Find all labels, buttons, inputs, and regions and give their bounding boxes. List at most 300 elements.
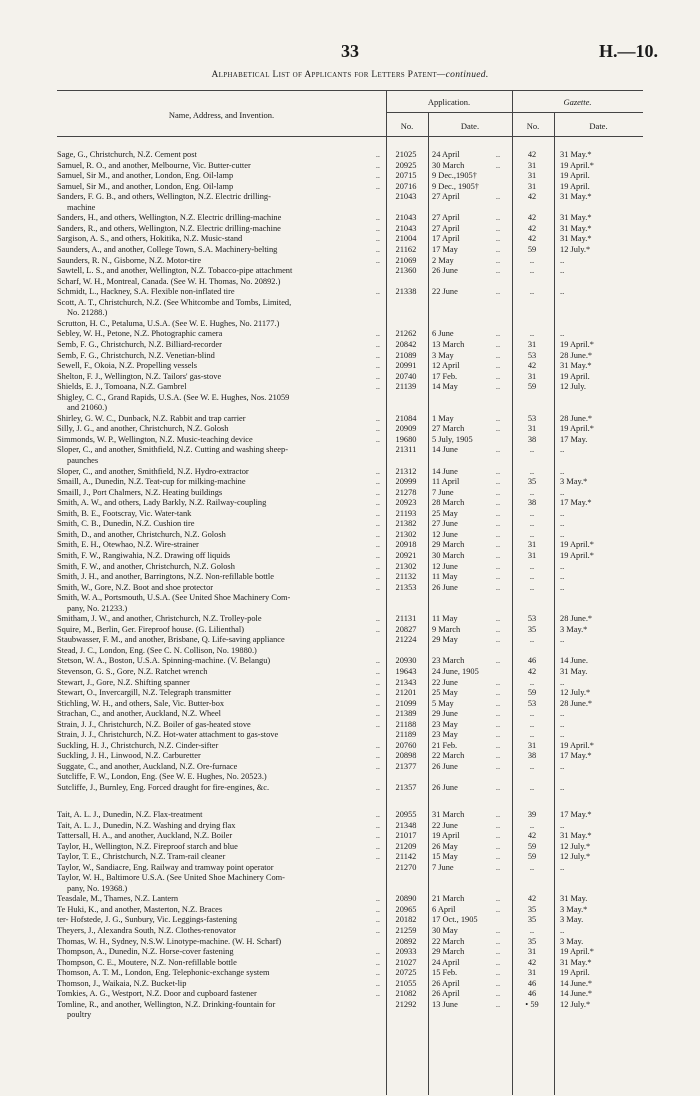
application-date: 17 Oct., 1905 [432, 915, 478, 925]
application-number: 21357 [395, 783, 417, 792]
gazette-no-header: No. [526, 121, 540, 131]
leader-dots: .. [495, 382, 501, 392]
applicant-entry: Stewart, J., Gore, N.Z. Shifting spanner [57, 677, 190, 687]
gazette-number: .. [529, 820, 535, 830]
leader-dots: .. [375, 540, 380, 550]
gazette-date: 31 May.* [560, 213, 592, 223]
leader-dots: .. [375, 150, 380, 159]
application-number: 21292 [395, 999, 417, 1009]
leader-dots: .. [375, 947, 380, 957]
application-date: 24 April [432, 957, 460, 967]
gazette-number: 39 [527, 809, 537, 819]
gazette-number: .. [529, 287, 535, 297]
applicant-entry: Scrutton, H. C., Petaluma, U.S.A. (See W. E. Hughes, No. 21177.) [57, 318, 280, 328]
applicant-entry: Tattersall, H. A., and another, Auckland, N.Z. Boiler [57, 831, 233, 840]
leader-dots: .. [495, 635, 501, 645]
applicant-entry: Stewart, O., Invercargill, N.Z. Telegraph transmitter [57, 688, 232, 698]
list-row [0, 646, 700, 656]
applicant-entry: Strachan, C., and another, Auckland, N.Z. Wheel [57, 709, 221, 719]
list-title [0, 70, 700, 80]
application-number: 19643 [395, 667, 417, 676]
gazette-date: 19 April.* [560, 424, 594, 434]
gazette-date: .. [560, 820, 565, 830]
list-row [0, 203, 700, 213]
leader-dots: .. [375, 904, 380, 914]
gazette-date: 31 May.* [560, 223, 592, 233]
leader-dots: .. [495, 255, 501, 265]
application-date: 26 April [432, 978, 460, 988]
applicant-entry: machine [67, 202, 96, 212]
gazette-number: 31 [527, 424, 537, 434]
application-number: 20827 [395, 624, 417, 634]
application-date: 26 June [432, 783, 458, 792]
leader-dots: .. [495, 519, 501, 529]
application-date: 22 March [432, 936, 465, 946]
list-row [0, 989, 700, 999]
list-row [0, 266, 700, 276]
application-number: 21132 [395, 572, 417, 581]
applicant-entry: Taylor, W., Sandiacre, Eng. Railway and tramway point operator [57, 862, 274, 872]
application-date: 26 April [432, 989, 460, 999]
leader-dots: .. [375, 498, 380, 508]
list-row [0, 688, 700, 698]
gazette-number: 35 [527, 904, 537, 914]
gazette-date: .. [560, 329, 565, 339]
list-row [0, 424, 700, 434]
gazette-number: .. [529, 677, 535, 687]
leader-dots: .. [495, 614, 501, 624]
gazette-number: 31 [527, 740, 537, 750]
application-date: 2 May [432, 255, 454, 265]
list-row [0, 340, 700, 350]
applicant-entry: Sargison, A. S., and others, Hokitika, N.Z. Music-stand [57, 234, 243, 244]
leader-dots: .. [495, 841, 501, 851]
application-date: 30 March [432, 160, 465, 170]
application-date: 29 May [432, 635, 458, 645]
list-row [0, 831, 700, 841]
leader-dots: .. [495, 761, 501, 771]
applicant-entry: Suckling, H. J., Christchurch, N.Z. Cinder-sifter [57, 740, 219, 750]
gazette-date: 28 June.* [560, 614, 593, 624]
gazette-date: 19 April. [560, 181, 590, 191]
application-number: 21377 [395, 761, 417, 771]
list-row [0, 182, 700, 192]
application-date: 27 April [432, 213, 460, 223]
leader-dots: .. [375, 339, 380, 349]
gazette-date: 31 May. [560, 894, 588, 904]
leader-dots: .. [375, 719, 380, 729]
list-row [0, 751, 700, 761]
application-number: 21004 [395, 234, 417, 244]
list-row [0, 498, 700, 508]
application-date: 12 June [432, 561, 458, 571]
gazette-date: .. [560, 635, 565, 645]
gazette-date: 19 April.* [560, 540, 594, 550]
list-title-continued: —continued. [436, 70, 489, 80]
gazette-number: 38 [527, 751, 537, 761]
applicant-entry: Smith, C. B., Dunedin, N.Z. Cushion tire [57, 519, 195, 529]
list-row [0, 224, 700, 234]
gazette-date: 19 April. [560, 968, 590, 978]
leader-dots: .. [495, 730, 501, 740]
application-number: 21043 [395, 192, 417, 202]
gazette-date: 31 May. [560, 667, 588, 676]
leader-dots: .. [495, 223, 501, 233]
application-no-header: No. [400, 121, 414, 131]
gazette-date: 31 May.* [560, 831, 592, 840]
leader-dots: .. [375, 382, 380, 392]
applicant-entry: Simmonds, W. P., Wellington, N.Z. Music-teaching device [57, 434, 253, 444]
list-row [0, 477, 700, 487]
leader-dots: .. [375, 529, 380, 539]
application-date: 21 March [432, 894, 465, 904]
leader-dots: .. [495, 160, 501, 170]
gazette-date: 31 May.* [560, 192, 592, 202]
leader-dots: .. [495, 424, 501, 434]
application-date: 11 April [432, 477, 460, 487]
applicant-entry: Sage, G., Christchurch, N.Z. Cement post [57, 150, 197, 159]
gazette-number: 53 [527, 698, 537, 708]
list-row [0, 435, 700, 445]
leader-dots: .. [375, 213, 380, 223]
list-row [0, 863, 700, 873]
application-number: 21017 [395, 831, 417, 840]
applicant-entry: Smith, E. H., Otewhao, N.Z. Wire-strainer [57, 540, 199, 550]
application-date: 26 May [432, 841, 458, 851]
list-row [0, 762, 700, 772]
gazette-number: .. [529, 487, 535, 497]
gazette-number: 31 [527, 540, 537, 550]
leader-dots: .. [495, 244, 501, 254]
list-row [0, 873, 700, 883]
applicant-entry: Shields, E. J., Tomoana, N.Z. Gambrel [57, 382, 187, 392]
gazette-date: 19 April. [560, 171, 590, 181]
leader-dots: .. [375, 751, 380, 761]
gazette-date: .. [560, 783, 565, 792]
list-row [0, 171, 700, 181]
leader-dots: .. [375, 783, 380, 792]
applicant-entry: Strain, J. J., Christchurch, N.Z. Hot-water attachment to gas-stove [57, 730, 279, 740]
application-date: 6 April [432, 904, 456, 914]
application-date: 30 May [432, 926, 458, 935]
application-date: 24 April [432, 150, 460, 159]
application-number: 21082 [395, 989, 417, 999]
leader-dots: .. [375, 424, 380, 434]
application-date: 24 June, 1905 [432, 667, 479, 676]
application-header: Application. [427, 97, 471, 107]
leader-dots: .. [375, 287, 380, 297]
application-date: 28 March [432, 498, 465, 508]
application-date: 21 Feb. [432, 740, 458, 750]
applicant-entry: Semb, F. G., Christchurch, N.Z. Billiard-recorder [57, 339, 222, 349]
leader-dots: .. [375, 852, 380, 862]
list-row [0, 926, 700, 936]
application-date: 22 June [432, 677, 458, 687]
applicant-entry: Semb, F. G., Christchurch, N.Z. Venetian-blind [57, 350, 215, 360]
applicant-entry: Schmidt, L., Hackney, S.A. Flexible non-inflated tire [57, 287, 235, 297]
gazette-date: 12 July.* [560, 244, 591, 254]
gazette-number: 42 [527, 957, 537, 967]
gazette-number: 53 [527, 350, 537, 360]
gazette-number: 42 [527, 223, 537, 233]
application-number: 20918 [395, 540, 417, 550]
list-row [0, 1010, 700, 1020]
leader-dots: .. [375, 667, 380, 676]
applicant-entry: Taylor, H., Wellington, N.Z. Fireproof starch and blue [57, 841, 238, 851]
application-number: 20890 [395, 894, 417, 904]
applicant-entry: Stetson, W. A., Boston, U.S.A. Spinning-machine. (V. Belangu) [57, 656, 271, 666]
leader-dots: .. [495, 529, 501, 539]
list-row [0, 667, 700, 677]
application-date: 15 May [432, 852, 458, 862]
leader-dots: .. [495, 466, 501, 476]
list-row [0, 947, 700, 957]
leader-dots: .. [375, 894, 380, 904]
application-date: 29 March [432, 540, 465, 550]
gazette-date: 19 April.* [560, 550, 594, 560]
application-date: 7 June [432, 862, 454, 872]
application-date: 27 April [432, 223, 460, 233]
gazette-number: 35 [527, 915, 537, 925]
gazette-date: .. [560, 719, 565, 729]
application-date: 11 May [432, 572, 458, 581]
gazette-number: • 59 [525, 999, 539, 1009]
application-number: 20715 [395, 171, 417, 181]
gazette-number: 31 [527, 550, 537, 560]
list-row [0, 298, 700, 308]
applicant-entry: Smaill, A., Dunedin, N.Z. Teat-cup for milking-machine [57, 477, 246, 487]
leader-dots: .. [375, 957, 380, 967]
applicant-entry: Smith, F. W., and another, Christchurch, N.Z. Golosh [57, 561, 235, 571]
application-number: 20965 [395, 904, 417, 914]
header-bottom-rule [57, 136, 643, 137]
list-row [0, 329, 700, 339]
list-row [0, 783, 700, 793]
application-date: 5 July, 1905 [432, 434, 473, 444]
gazette-date: 17 May.* [560, 751, 592, 761]
gazette-date: .. [560, 730, 565, 740]
leader-dots: .. [375, 329, 380, 339]
gazette-date: 17 May.* [560, 498, 592, 508]
application-number: 20892 [395, 936, 417, 946]
gazette-number: 42 [527, 150, 537, 159]
gazette-number: 35 [527, 624, 537, 634]
application-number: 21338 [395, 287, 417, 297]
application-date: 9 Dec.,1905† [432, 171, 477, 181]
applicant-entry: Sutcliffe, F. W., London, Eng. (See W. E. Hughes, No. 20523.) [57, 772, 267, 782]
application-number: 21224 [395, 635, 417, 645]
leader-dots: .. [375, 244, 380, 254]
gazette-number: .. [529, 519, 535, 529]
leader-dots: .. [375, 820, 380, 830]
list-row [0, 821, 700, 831]
leader-dots: .. [375, 761, 380, 771]
list-row [0, 593, 700, 603]
application-date: 23 March [432, 656, 465, 666]
gazette-number: 31 [527, 947, 537, 957]
gazette-number: 59 [527, 382, 537, 392]
application-date: 9 Dec., 1905† [432, 181, 479, 191]
leader-dots: .. [375, 688, 380, 698]
leader-dots: .. [375, 841, 380, 851]
gazette-number: .. [529, 926, 535, 935]
list-row [0, 741, 700, 751]
leader-dots: .. [375, 255, 380, 265]
leader-dots: .. [495, 740, 501, 750]
list-row [0, 509, 700, 519]
gazette-date: 19 April.* [560, 947, 594, 957]
application-number: 20182 [395, 915, 417, 925]
list-row [0, 382, 700, 392]
applicant-entry: Smith, J. H., and another, Barringtons, N.Z. Non-refillable bottle [57, 572, 274, 581]
leader-dots: .. [495, 266, 501, 275]
application-date: 17 April [432, 234, 460, 244]
gazette-number: 35 [527, 477, 537, 487]
document-reference: H.—10. [598, 41, 658, 61]
list-row [0, 852, 700, 862]
leader-dots: .. [375, 572, 380, 581]
gazette-date: 12 July.* [560, 852, 591, 862]
application-number: 21201 [395, 688, 417, 698]
application-number: 21043 [395, 223, 417, 233]
gazette-number: 59 [527, 688, 537, 698]
list-row [0, 979, 700, 989]
leader-dots: .. [375, 677, 380, 687]
application-date: 26 June [432, 582, 458, 592]
application-date: 25 May [432, 688, 458, 698]
application-number: 21353 [395, 582, 417, 592]
gazette-number: .. [529, 508, 535, 518]
list-row [0, 245, 700, 255]
list-row [0, 1000, 700, 1010]
applicant-entry: Sebley, W. H., Petone, N.Z. Photographic camera [57, 329, 223, 339]
leader-dots: .. [495, 656, 501, 666]
gazette-date: 31 May.* [560, 957, 592, 967]
applicant-entry: Tait, A. L. J., Dunedin, N.Z. Flax-treatment [57, 809, 203, 819]
application-number: 20725 [395, 968, 417, 978]
leader-dots: .. [375, 508, 380, 518]
applicant-entry: Smith, F. W., Rangiwahia, N.Z. Drawing off liquids [57, 550, 231, 560]
leader-dots: .. [495, 947, 501, 957]
leader-dots: .. [495, 852, 501, 862]
gazette-date: 12 July.* [560, 841, 591, 851]
applicant-entry: Stichling, W. H., and others, Sale, Vic. Butter-box [57, 698, 225, 708]
list-row [0, 414, 700, 424]
applicant-entry: Smith, D., and another, Christchurch, N.Z. Golosh [57, 529, 226, 539]
application-date: 3 May [432, 350, 454, 360]
applicant-entry: Theyers, J., Alexandra South, N.Z. Clothes-renovator [57, 926, 236, 935]
applicant-entry: pany, No. 19368.) [67, 883, 128, 893]
list-row [0, 488, 700, 498]
list-row [0, 635, 700, 645]
gazette-number: 38 [527, 434, 537, 444]
leader-dots: .. [495, 936, 501, 946]
header-top-rule [57, 90, 643, 91]
leader-dots: .. [375, 466, 380, 476]
applicant-entry: Tomkies, A. G., Westport, N.Z. Door and cupboard fastener [57, 989, 257, 999]
list-row [0, 915, 700, 925]
leader-dots: .. [495, 445, 501, 455]
list-row [0, 604, 700, 614]
application-number: 21312 [395, 466, 417, 476]
leader-dots: .. [495, 968, 501, 978]
application-date: 11 May [432, 614, 458, 624]
application-number: 20740 [395, 371, 417, 381]
application-number: 21343 [395, 677, 417, 687]
applicant-entry: Scott, A. T., Christchurch, N.Z. (See Whitcombe and Tombs, Limited, [57, 297, 292, 307]
gazette-date: .. [560, 582, 565, 592]
applicant-entry: Te Huki, K., and another, Masterton, N.Z. Braces [57, 904, 223, 914]
application-number: 20925 [395, 160, 417, 170]
application-number: 21139 [395, 382, 417, 392]
leader-dots: .. [495, 339, 501, 349]
gazette-date: 28 June.* [560, 698, 593, 708]
application-number: 21360 [395, 266, 417, 275]
leader-dots: .. [495, 508, 501, 518]
gazette-date: 14 June.* [560, 989, 593, 999]
gazette-number: .. [529, 709, 535, 719]
applicant-entry: Sloper, C., and another, Smithfield, N.Z. Hydro-extractor [57, 466, 249, 476]
gazette-date: 17 May.* [560, 809, 592, 819]
applicant-entry: Strain, J. J., Christchurch, N.Z. Boiler of gas-heated stove [57, 719, 251, 729]
applicant-entry: Thomson, J., Waikaia, N.Z. Bucket-lip [57, 978, 187, 988]
application-number: 21262 [395, 329, 417, 339]
list-row [0, 625, 700, 635]
application-number: 21302 [395, 529, 417, 539]
list-row [0, 968, 700, 978]
applicant-entry: Silly, J. G., and another, Christchurch, N.Z. Golosh [57, 424, 229, 434]
applicant-entry: Tait, A. L. J., Dunedin, N.Z. Washing and drying flax [57, 820, 236, 830]
gazette-number: .. [529, 466, 535, 476]
gazette-number: 42 [527, 894, 537, 904]
leader-dots: .. [495, 862, 501, 872]
application-date: 30 March [432, 550, 465, 560]
application-number: 21278 [395, 487, 417, 497]
list-row [0, 256, 700, 266]
gazette-date: .. [560, 255, 565, 265]
applicant-entry: Teasdale, M., Thames, N.Z. Lantern [57, 894, 179, 904]
leader-dots: .. [375, 371, 380, 381]
leader-dots: .. [495, 698, 501, 708]
gazette-date: .. [560, 487, 565, 497]
list-title-main: Alphabetical List of Applicants for Letters Patent [211, 70, 437, 80]
gazette-date: .. [560, 761, 565, 771]
list-row [0, 192, 700, 202]
application-date: 14 June [432, 445, 458, 455]
application-date: 12 June [432, 529, 458, 539]
list-row [0, 393, 700, 403]
gazette-number: .. [529, 561, 535, 571]
leader-dots: .. [495, 978, 501, 988]
application-number: 21348 [395, 820, 417, 830]
leader-dots: .. [375, 926, 380, 935]
application-date: 23 May [432, 719, 458, 729]
list-row [0, 772, 700, 782]
gazette-date: .. [560, 508, 565, 518]
application-number: 20991 [395, 361, 417, 370]
application-number: 21188 [395, 719, 417, 729]
gazette-number: 31 [527, 339, 537, 349]
application-number: 21084 [395, 413, 417, 423]
gazette-number: .. [529, 266, 535, 275]
list-row [0, 905, 700, 915]
list-row [0, 884, 700, 894]
application-date: 17 Feb. [432, 371, 458, 381]
list-row [0, 810, 700, 820]
application-number: 21382 [395, 519, 417, 529]
leader-dots: .. [495, 709, 501, 719]
list-row [0, 445, 700, 455]
